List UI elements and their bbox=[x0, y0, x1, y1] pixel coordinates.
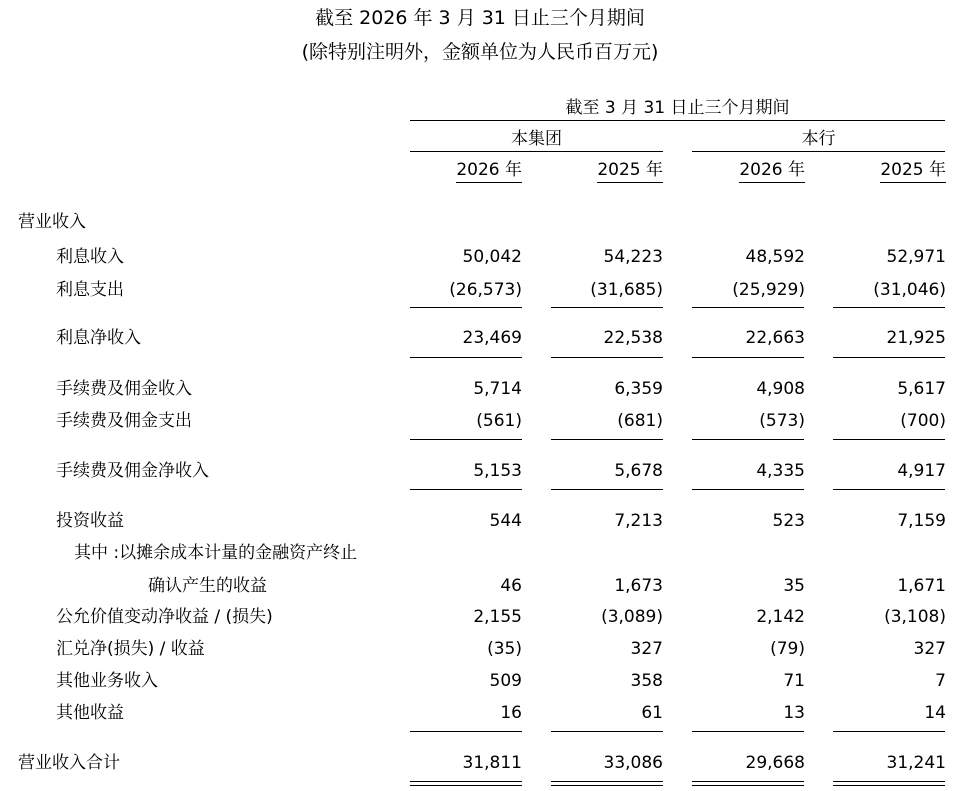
cell-group-2026: 16 bbox=[500, 703, 522, 723]
table-row bbox=[0, 606, 960, 628]
cell-group-2026: 5,714 bbox=[473, 379, 522, 399]
cell-bank-2025: (700) bbox=[900, 411, 946, 431]
cell-bank-2026: 35 bbox=[783, 576, 805, 596]
cell-bank-2025: 52,971 bbox=[886, 247, 946, 267]
row-label: 营业收入合计 bbox=[18, 753, 120, 773]
total-double-rule bbox=[410, 781, 522, 786]
row-label: 汇兑净(损失) / 收益 bbox=[56, 639, 205, 659]
cell-bank-2026: 13 bbox=[783, 703, 805, 723]
table-row bbox=[0, 702, 960, 724]
cell-group-2026: 5,153 bbox=[473, 461, 522, 481]
total-double-rule bbox=[692, 781, 804, 786]
subtotal-rule bbox=[410, 731, 522, 732]
table-row bbox=[0, 378, 960, 400]
cell-group-2026: 544 bbox=[489, 511, 522, 531]
table-row-subtotal bbox=[0, 460, 960, 482]
cell-bank-2025: (31,046) bbox=[873, 280, 946, 300]
year-heading-bank-2025: 2025 年 bbox=[836, 160, 946, 182]
row-label: 手续费及佣金支出 bbox=[56, 411, 192, 431]
subtotal-rule bbox=[410, 439, 522, 440]
cell-bank-2026: (79) bbox=[770, 639, 805, 659]
cell-group-2025: 7,213 bbox=[614, 511, 663, 531]
cell-bank-2026: 523 bbox=[772, 511, 805, 531]
row-label: 其中 :以摊余成本计量的金融资产终止 bbox=[74, 543, 358, 563]
table-row-operating-income-heading bbox=[0, 211, 960, 233]
period-heading: 截至 3 月 31 日止三个月期间 bbox=[410, 98, 945, 121]
subtotal-rule bbox=[833, 439, 945, 440]
cell-group-2025: 327 bbox=[630, 639, 663, 659]
cell-group-2025: (3,089) bbox=[601, 607, 663, 627]
statement-subtitle: (除特别注明外，金额单位为人民币百万元) bbox=[301, 41, 659, 63]
cell-bank-2025: 31,241 bbox=[886, 753, 946, 773]
cell-bank-2025: (3,108) bbox=[884, 607, 946, 627]
cell-bank-2025: 7 bbox=[935, 671, 946, 691]
row-label: 公允价值变动净收益 / (损失) bbox=[56, 607, 273, 627]
cell-group-2026: 23,469 bbox=[462, 328, 522, 348]
subtotal-rule bbox=[692, 439, 804, 440]
cell-group-2026: (561) bbox=[476, 411, 522, 431]
subtotal-rule bbox=[692, 731, 804, 732]
row-label: 投资收益 bbox=[56, 511, 124, 531]
group-column-heading: 本集团 bbox=[410, 129, 663, 152]
cell-group-2025: 5,678 bbox=[614, 461, 663, 481]
statement-title: 截至 2026 年 3 月 31 日止三个月期间 bbox=[315, 7, 645, 29]
cell-bank-2025: 4,917 bbox=[897, 461, 946, 481]
cell-group-2026: (35) bbox=[487, 639, 522, 659]
cell-bank-2026: 2,142 bbox=[756, 607, 805, 627]
cell-bank-2026: 22,663 bbox=[745, 328, 805, 348]
cell-group-2025: (31,685) bbox=[590, 280, 663, 300]
row-label: 利息支出 bbox=[56, 280, 124, 300]
table-row-total bbox=[0, 752, 960, 774]
cell-group-2025: (681) bbox=[617, 411, 663, 431]
cell-bank-2026: 71 bbox=[783, 671, 805, 691]
subtotal-rule bbox=[551, 439, 663, 440]
subtotal-rule bbox=[833, 489, 945, 490]
subtotal-rule bbox=[410, 357, 522, 358]
row-label: 其他收益 bbox=[56, 703, 124, 723]
cell-bank-2026: 48,592 bbox=[745, 247, 805, 267]
row-label: 利息收入 bbox=[56, 247, 124, 267]
table-row bbox=[0, 542, 960, 564]
subtotal-rule bbox=[692, 357, 804, 358]
row-label: 其他业务收入 bbox=[56, 671, 158, 691]
cell-bank-2025: 1,671 bbox=[897, 576, 946, 596]
cell-group-2025: 22,538 bbox=[603, 328, 663, 348]
row-label: 确认产生的收益 bbox=[148, 576, 267, 596]
subtotal-rule bbox=[410, 307, 522, 308]
table-row bbox=[0, 279, 960, 301]
row-label: 手续费及佣金收入 bbox=[56, 379, 192, 399]
cell-group-2025: 61 bbox=[641, 703, 663, 723]
table-row bbox=[0, 510, 960, 532]
subtotal-rule bbox=[551, 357, 663, 358]
table-row bbox=[0, 670, 960, 692]
cell-group-2026: 46 bbox=[500, 576, 522, 596]
cell-group-2026: 31,811 bbox=[462, 753, 522, 773]
cell-group-2026: 509 bbox=[489, 671, 522, 691]
table-row bbox=[0, 575, 960, 597]
subtotal-rule bbox=[551, 307, 663, 308]
cell-group-2025: 6,359 bbox=[614, 379, 663, 399]
subtotal-rule bbox=[692, 307, 804, 308]
cell-group-2025: 358 bbox=[630, 671, 663, 691]
cell-group-2025: 1,673 bbox=[614, 576, 663, 596]
cell-bank-2025: 7,159 bbox=[897, 511, 946, 531]
cell-bank-2026: 29,668 bbox=[745, 753, 805, 773]
cell-bank-2026: (25,929) bbox=[732, 280, 805, 300]
row-label: 手续费及佣金净收入 bbox=[56, 461, 209, 481]
cell-bank-2026: 4,908 bbox=[756, 379, 805, 399]
cell-bank-2025: 14 bbox=[924, 703, 946, 723]
subtotal-rule bbox=[410, 489, 522, 490]
subtotal-rule bbox=[551, 489, 663, 490]
table-row bbox=[0, 410, 960, 432]
total-double-rule bbox=[551, 781, 663, 786]
cell-bank-2025: 5,617 bbox=[897, 379, 946, 399]
cell-bank-2025: 21,925 bbox=[886, 328, 946, 348]
row-label: 利息净收入 bbox=[56, 328, 141, 348]
subtotal-rule bbox=[833, 307, 945, 308]
subtotal-rule bbox=[551, 731, 663, 732]
year-heading-group-2026: 2026 年 bbox=[412, 160, 522, 182]
subtotal-rule bbox=[692, 489, 804, 490]
cell-group-2025: 33,086 bbox=[603, 753, 663, 773]
cell-bank-2025: 327 bbox=[913, 639, 946, 659]
cell-group-2026: (26,573) bbox=[449, 280, 522, 300]
subtotal-rule bbox=[833, 731, 945, 732]
cell-bank-2026: 4,335 bbox=[756, 461, 805, 481]
cell-group-2026: 2,155 bbox=[473, 607, 522, 627]
subtotal-rule bbox=[833, 357, 945, 358]
table-row bbox=[0, 246, 960, 268]
table-row bbox=[0, 638, 960, 660]
cell-group-2026: 50,042 bbox=[462, 247, 522, 267]
year-heading-group-2025: 2025 年 bbox=[553, 160, 663, 182]
total-double-rule bbox=[833, 781, 945, 786]
cell-bank-2026: (573) bbox=[759, 411, 805, 431]
row-label: 营业收入 bbox=[18, 212, 86, 232]
cell-group-2025: 54,223 bbox=[603, 247, 663, 267]
bank-column-heading: 本行 bbox=[692, 129, 945, 152]
year-heading-bank-2026: 2026 年 bbox=[695, 160, 805, 182]
table-row-subtotal bbox=[0, 327, 960, 349]
